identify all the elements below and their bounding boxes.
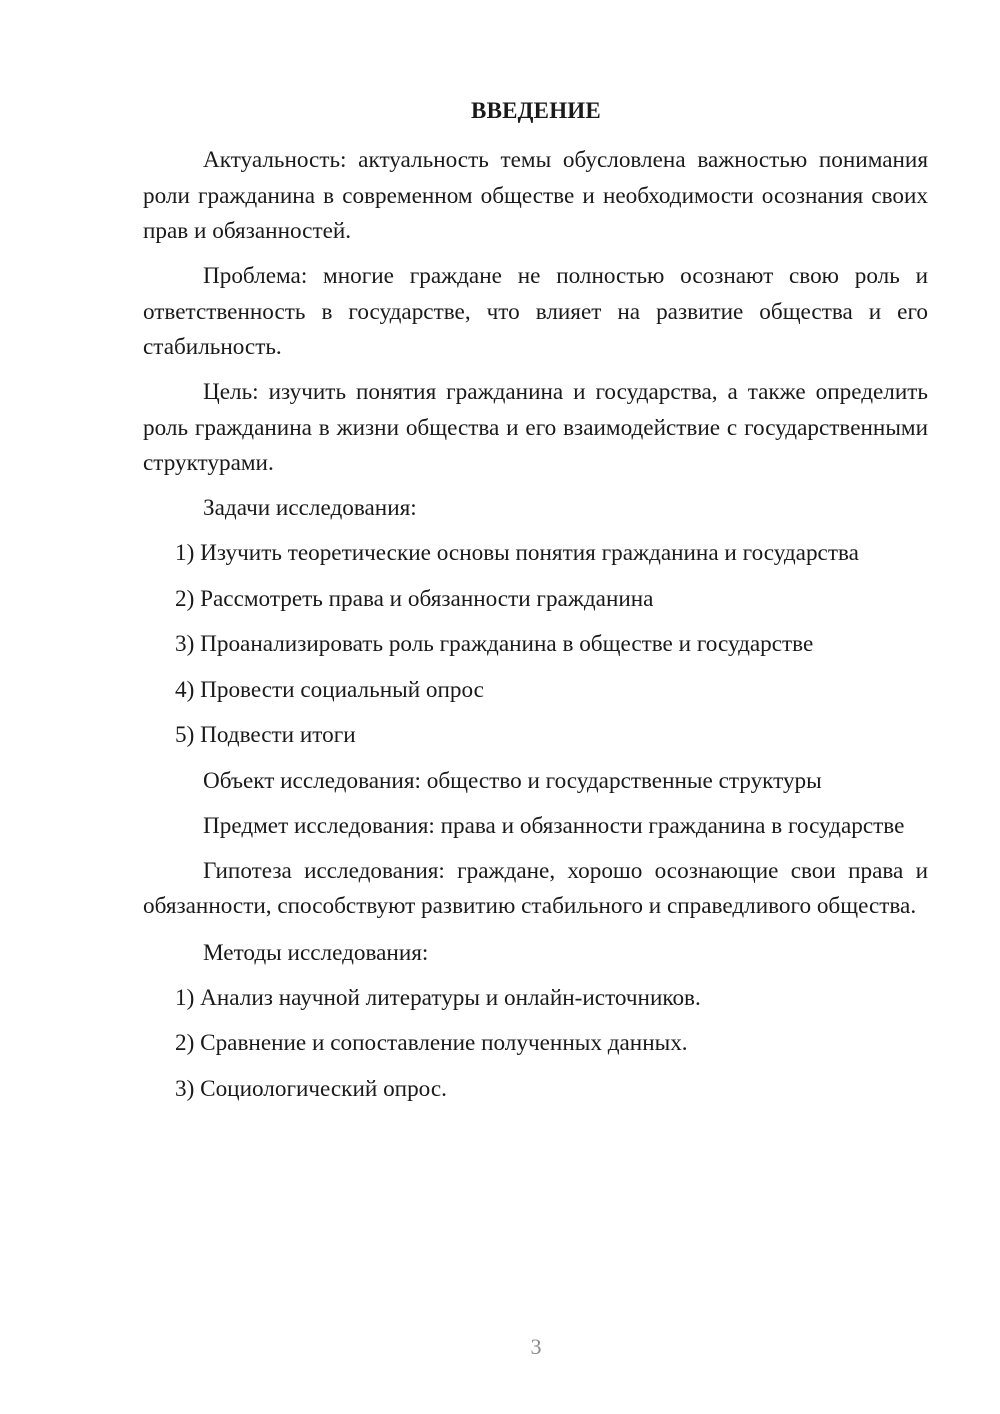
list-item: 1) Изучить теоретические основы понятия гражданина и государства (175, 540, 859, 566)
tasks-label: Задачи исследования: (203, 495, 417, 521)
problem-paragraph: Проблема: многие граждане не полностью осознают свою роль и ответственность в государстве, что влияет на развитие общества и его стабильность. (143, 263, 928, 360)
goal-paragraph: Цель: изучить понятия гражданина и государства, а также определить роль гражданина в жизни общества и его взаимодействие с государственными структурами. (143, 379, 928, 476)
page-number: 3 (530, 1334, 542, 1359)
document-body (143, 143, 928, 1117)
list-item: 3) Проанализировать роль гражданина в обществе и государстве (175, 631, 814, 657)
list-item: 3) Социологический опрос. (175, 1075, 447, 1102)
page-title: ВВЕДЕНИЕ (471, 98, 601, 123)
list-item: 5) Подвести итоги (175, 722, 356, 748)
methods-list (143, 981, 928, 1108)
tasks-list (143, 536, 928, 754)
object-paragraph: Объект исследования: общество и государственные структуры (203, 767, 822, 794)
methods-label: Методы исследования: (203, 939, 429, 966)
list-item: 2) Рассмотреть права и обязанности гражданина (175, 585, 654, 612)
subject-paragraph: Предмет исследования: права и обязанности гражданина в государстве (203, 812, 905, 839)
hypothesis-paragraph: Гипотеза исследования: граждане, хорошо осознающие свои права и обязанности, способствуют развитию стабильного и справедливого общества. (143, 857, 928, 919)
list-item: 1) Анализ научной литературы и онлайн-источников. (175, 984, 701, 1011)
relevance-paragraph: Актуальность: актуальность темы обусловлена важностью понимания роли гражданина в современном обществе и необходимости осознания своих прав и обязанностей. (143, 147, 928, 244)
list-item: 4) Провести социальный опрос (175, 676, 484, 703)
list-item: 2) Сравнение и сопоставление полученных данных. (175, 1030, 688, 1056)
